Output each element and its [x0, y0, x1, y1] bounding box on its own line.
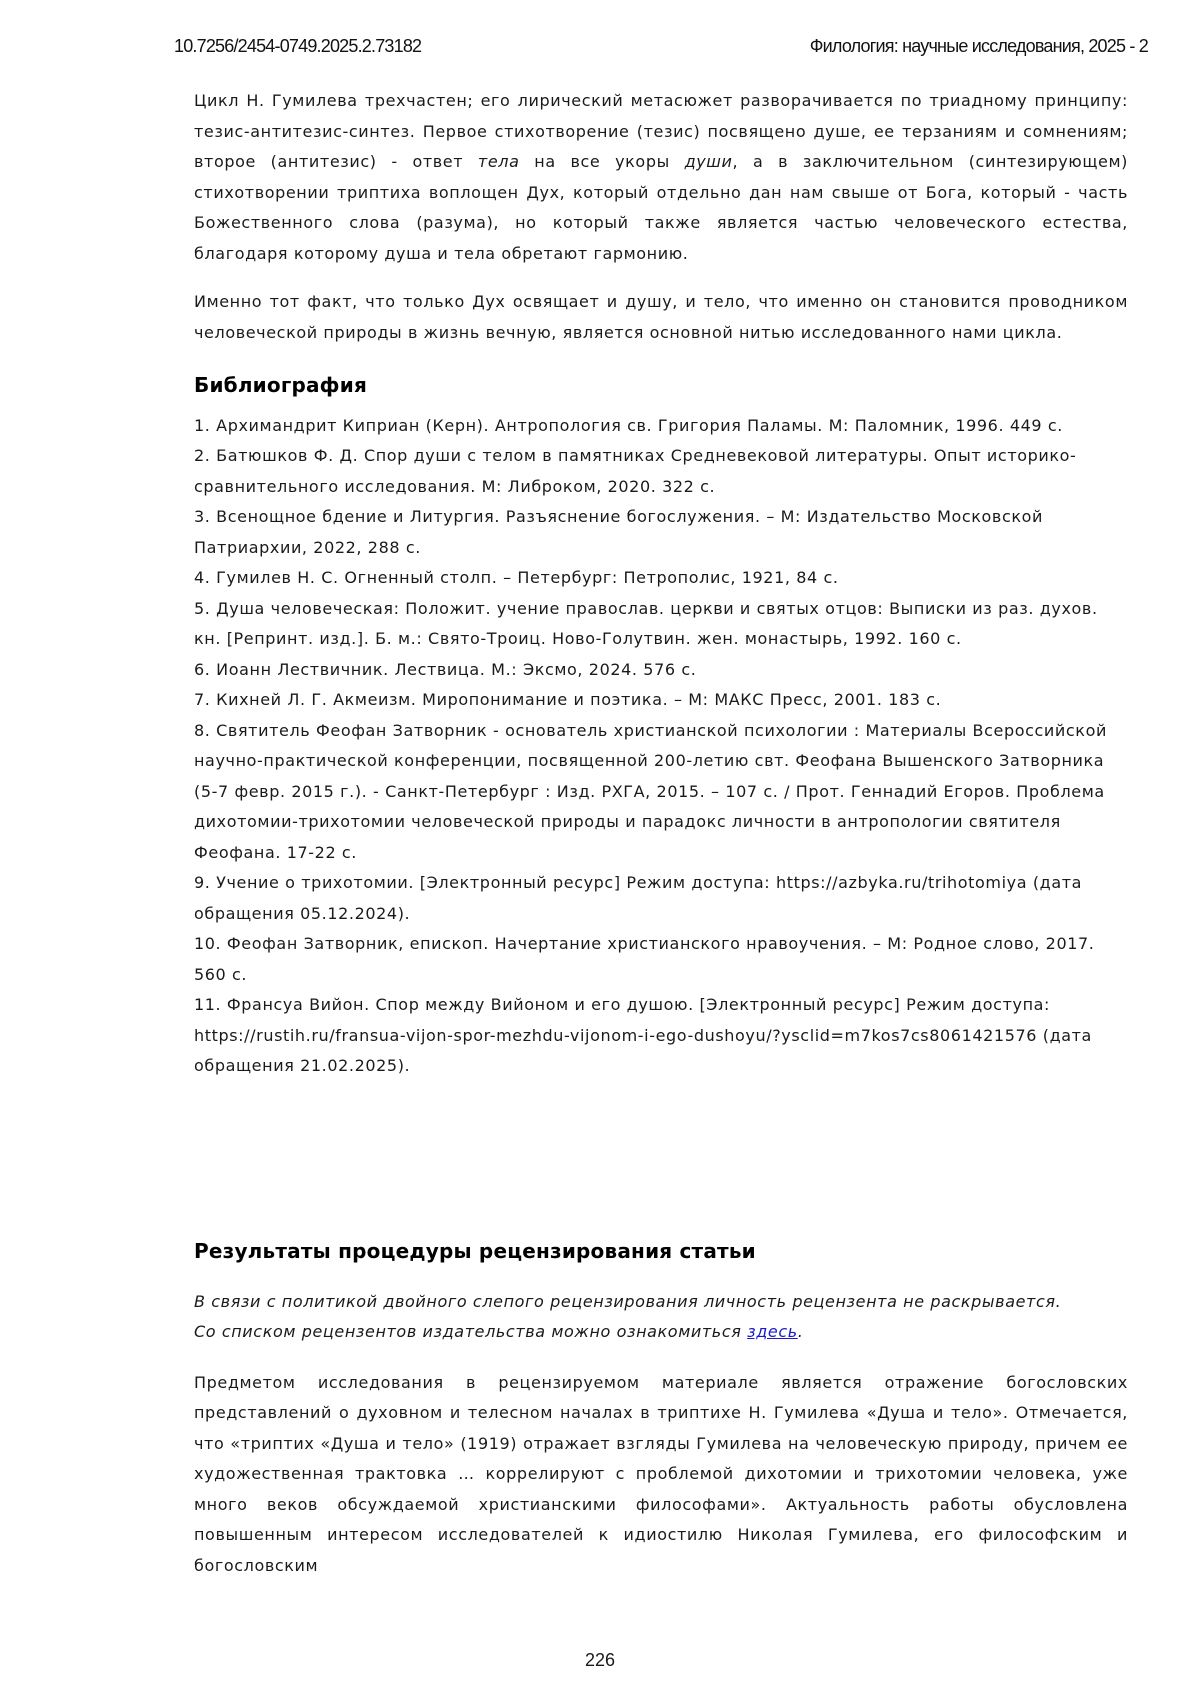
review-heading: Результаты процедуры рецензирования статьи — [194, 1239, 756, 1263]
bibliography-heading: Библиография — [194, 373, 367, 397]
review-section — [194, 1236, 1128, 1581]
bibliography-item: 6. Иоанн Лествичник. Лествица. М.: Эксмо, 2024. 576 с. — [194, 659, 697, 679]
paragraph — [194, 86, 1128, 269]
bibliography-item: 1. Архимандрит Киприан (Керн). Антропология св. Григория Паламы. М: Паломник, 1996. 449 с. — [194, 415, 1063, 435]
italic-text: души — [684, 152, 733, 171]
reviewers-link[interactable]: здесь — [747, 1322, 798, 1341]
bibliography-item: 8. Святитель Феофан Затворник - основатель христианской психологии : Материалы Всероссийской научно-практической конференции, посвященной 200-летию свт. Феофана Вышенского Затворника (5-7 февр. 2015 г.). - Санкт-Петербург : Изд. РХГА, 2015. – 107 с. / Прот. Геннадий Егоров. Проблема дихотомии-трихотомии человеческой природы и парадокс личности в антропологии святителя Феофана. 17-22 с. — [194, 720, 1107, 862]
italic-text: тела — [477, 152, 520, 171]
text: , а в заключительном (синтезирующем) стихотворении триптиха воплощен Дух, который отдельно дан нам свыше от Бога, который - часть Божественного слова (разума), но который также является частью человеческого естества, благодаря которому душа и тела обретают гармонию. — [194, 152, 1128, 263]
paragraph: Именно тот факт, что только Дух освящает и душу, и тело, что именно он становится проводником человеческой природы в жизнь вечную, является основной нитью исследованного нами цикла. — [194, 292, 1128, 342]
text: на все укоры — [519, 152, 685, 171]
bibliography-item: 9. Учение о трихотомии. [Электронный ресурс] Режим доступа: https://azbyka.ru/trihotomiya (дата обращения 05.12.2024). — [194, 873, 1083, 923]
bibliography-item: 2. Батюшков Ф. Д. Спор души с телом в памятниках Средневековой литературы. Опыт историко-сравнительного исследования. М: Либроком, 2020. 322 с. — [194, 446, 1077, 496]
review-note-list — [194, 1317, 1128, 1348]
text: . — [797, 1322, 804, 1341]
text: Цикл Н. Гумилева трехчастен; его лирический метасюжет разворачивается по триадному принципу: тезис-антитезис-синтез. Первое стихотворение (тезис) посвящено душе, ее терзаниям и сомнениям; второе (антитезис) - ответ — [194, 91, 1128, 171]
bibliography-item: 11. Франсуа Вийон. Спор между Вийоном и его душою. [Электронный ресурс] Режим доступа: https://rustih.ru/fransua-vijon-spor-mezhdu-vijonom-i-ego-dushoyu/?ysclid=m7kos7cs8061421576 (дата обращения 21.02.2025). — [194, 995, 1092, 1075]
text: Со списком рецензентов издательства можно ознакомиться — [194, 1322, 748, 1341]
review-note: В связи с политикой двойного слепого рецензирования личность рецензента не раскрывается. — [194, 1291, 1062, 1311]
journal-title: Филология: научные исследования, 2025 - 2 — [809, 36, 1148, 56]
bibliography-item: 3. Всенощное бдение и Литургия. Разъяснение богослужения. – М: Издательство Московской Патриархии, 2022, 288 с. — [194, 507, 1044, 557]
bibliography-item: 7. Кихней Л. Г. Акмеизм. Миропонимание и поэтика. – М: МАКС Пресс, 2001. 183 с. — [194, 690, 942, 709]
page-number: 226 — [584, 1650, 616, 1670]
bibliography-item: 4. Гумилев Н. С. Огненный столп. – Петербург: Петрополис, 1921, 84 с. — [194, 568, 839, 587]
review-paragraph: Предметом исследования в рецензируемом материале является отражение богословских представлений о духовном и телесном началах в триптихе Н. Гумилева «Душа и тело». Отмечается, что «триптих «Душа и тело» (1919) отражает взгляды Гумилева на человеческую природу, причем ее художественная трактовка … коррелируют с проблемой дихотомии и трихотомии человека, уже много веков обсуждаемой христианскими философами». Актуальность работы обусловлена повышенным интересом исследователей к идиостилю Николая Гумилева, его философским и богословским — [194, 1372, 1128, 1575]
bibliography-list — [194, 411, 1128, 1082]
bibliography-item: 5. Душа человеческая: Положит. учение православ. церкви и святых отцов: Выписки из раз. духов. кн. [Репринт. изд.]. Б. м.: Свято-Троиц. Ново-Голутвин. жен. монастырь, 1992. 160 с. — [194, 598, 1098, 648]
article-body — [194, 86, 1128, 1082]
bibliography-item: 10. Феофан Затворник, епископ. Начертание христианского нравоучения. – М: Родное слово, 2017. 560 с. — [194, 934, 1095, 984]
doi: 10.7256/2454-0749.2025.2.73182 — [174, 36, 422, 56]
